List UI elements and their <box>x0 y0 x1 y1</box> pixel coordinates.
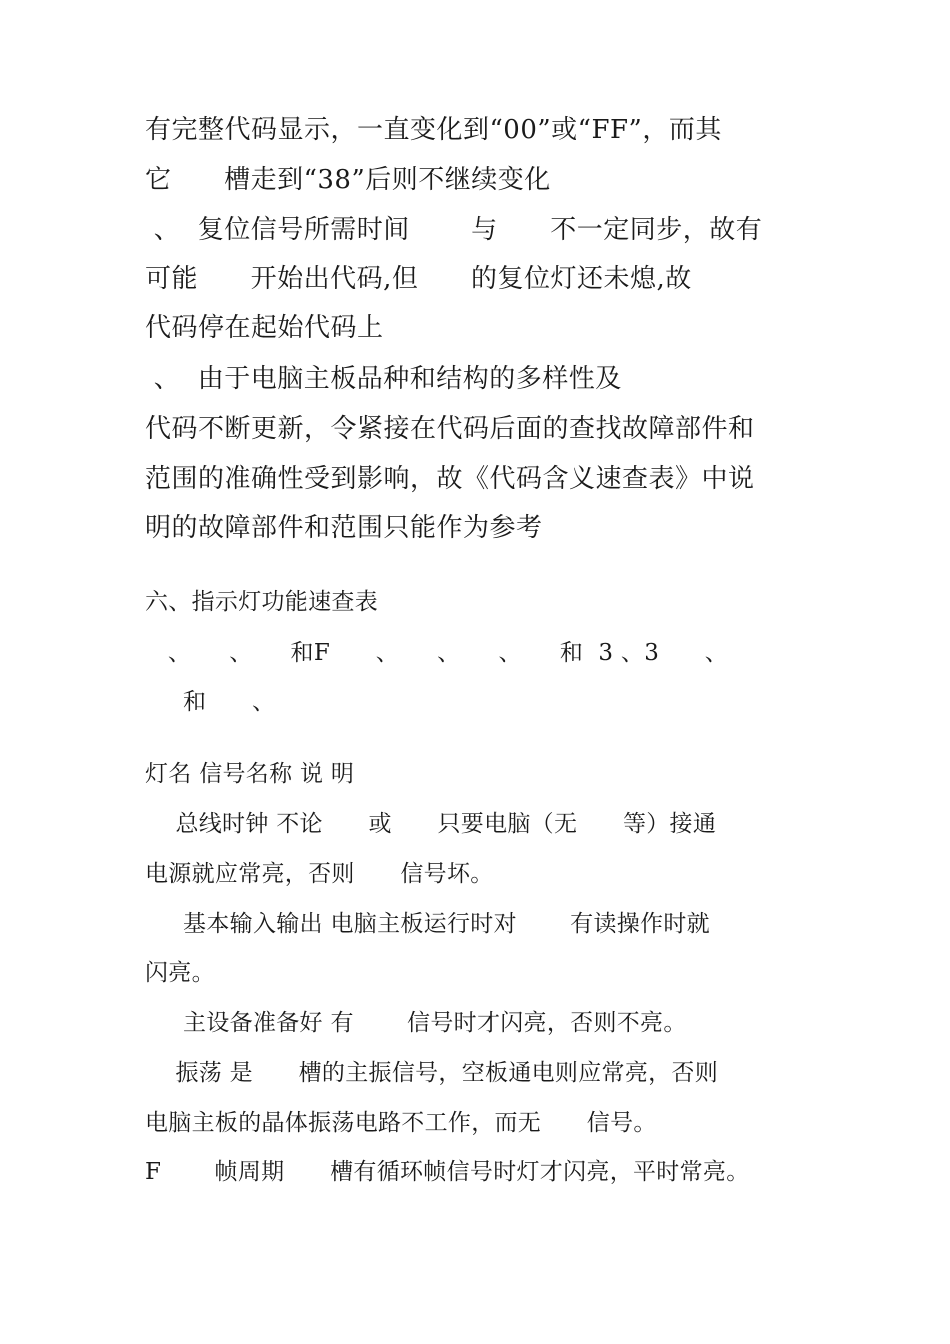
paragraph-line: 代码停在起始代码上 <box>145 313 384 343</box>
paragraph-line: 、 由于电脑主板品种和结构的多样性及 <box>145 364 622 394</box>
paragraph-line: 可能 开始出代码,但 的复位灯还未熄,故 <box>145 264 692 294</box>
table-row-line: 主设备准备好 有 信号时才闪亮，否则不亮。 <box>145 1010 687 1036</box>
table-row-line: 总线时钟 不论 或 只要电脑（无 等）接通 <box>145 811 717 837</box>
table-row-line: 电脑主板的晶体振荡电路不工作，而无 信号。 <box>145 1110 657 1136</box>
paragraph-line: 明的故障部件和范围只能作为参考 <box>145 513 543 543</box>
section-heading: 六、指示灯功能速查表 <box>145 589 378 615</box>
paragraph-line: 代码不断更新，令紧接在代码后面的查找故障部件和 <box>145 414 755 444</box>
indicator-list-line: 、 、 和F 、 、 、 和 3 、3 、 <box>145 640 729 666</box>
table-row-line: 振荡 是 槽的主振信号，空板通电则应常亮，否则 <box>145 1060 719 1086</box>
table-row-line: F 帧周期 槽有循环帧信号时灯才闪亮，平时常亮。 <box>145 1159 750 1185</box>
paragraph-line: 范围的准确性受到影响，故《代码含义速查表》中说 <box>145 464 755 494</box>
paragraph-line: 它 槽走到“38”后则不继续变化 <box>145 165 551 195</box>
paragraph-line: 、 复位信号所需时间 与 不一定同步，故有 <box>145 215 763 245</box>
indicator-list-line: 和 、 <box>145 689 276 715</box>
paragraph-line: 有完整代码显示，一直变化到“00”或“FF”，而其 <box>145 115 722 145</box>
table-row-line: 闪亮。 <box>145 960 215 986</box>
table-row-line: 电源就应常亮，否则 信号坏。 <box>145 861 494 887</box>
table-row-line: 基本输入输出 电脑主板运行时对 有读操作时就 <box>145 911 710 937</box>
table-header: 灯名 信号名称 说 明 <box>145 761 355 787</box>
